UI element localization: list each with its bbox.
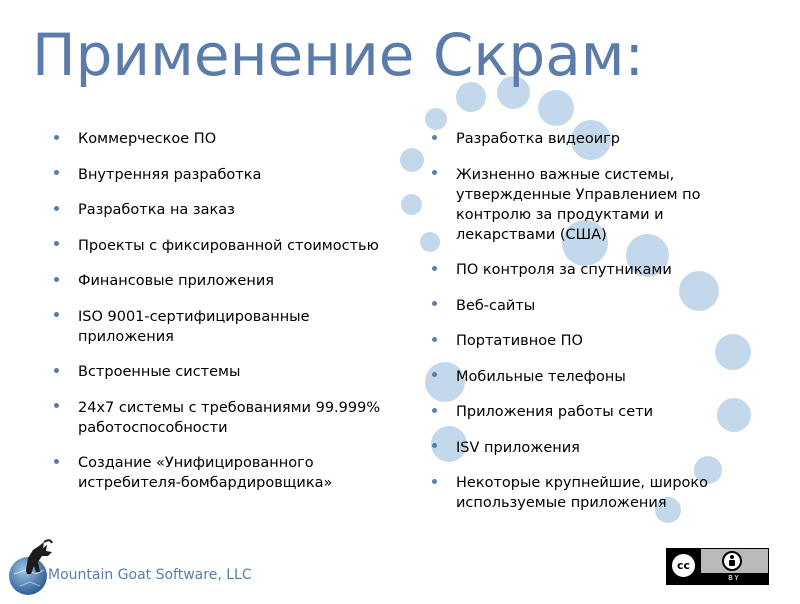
list-item: Встроенные системы: [50, 362, 390, 382]
decorative-circle: [538, 90, 574, 126]
list-item: Веб-сайты: [428, 296, 758, 316]
list-item: Разработка на заказ: [50, 200, 390, 220]
list-item: Коммерческое ПО: [50, 129, 390, 149]
creative-commons-by-icon: [666, 548, 769, 585]
by-person-icon: [722, 551, 742, 571]
list-item: Внутренняя разработка: [50, 165, 390, 185]
list-item: Разработка видеоигр: [428, 129, 758, 149]
list-item: ПО контроля за спутниками: [428, 260, 758, 280]
cc-icon: cc: [670, 552, 697, 579]
by-label: BY: [701, 573, 768, 584]
decorative-circle: [401, 194, 422, 215]
list-item: Создание «Унифицированного истребителя-бомбардировщика»: [50, 453, 390, 493]
left-bullet-list: [50, 129, 390, 509]
list-item: Проекты с фиксированной стоимостью: [50, 236, 390, 256]
decorative-circle: [400, 148, 424, 172]
company-name: Mountain Goat Software, LLC: [48, 567, 252, 583]
list-item: Портативное ПО: [428, 331, 758, 351]
list-item: 24x7 системы с требованиями 99.999% работоспособности: [50, 398, 390, 438]
list-item: ISO 9001-сертифицированные приложения: [50, 307, 390, 347]
slide-title: Применение Скрам:: [32, 21, 645, 89]
list-item: Мобильные телефоны: [428, 367, 758, 387]
decorative-circle: [425, 108, 447, 130]
right-bullet-list: [428, 129, 758, 529]
list-item: Жизненно важные системы, утвержденные Управлением по контролю за продуктами и лекарствами (США): [428, 165, 758, 245]
list-item: Финансовые приложения: [50, 271, 390, 291]
list-item: ISV приложения: [428, 438, 758, 458]
list-item: Некоторые крупнейшие, широко используемые приложения: [428, 473, 758, 513]
list-item: Приложения работы сети: [428, 402, 758, 422]
